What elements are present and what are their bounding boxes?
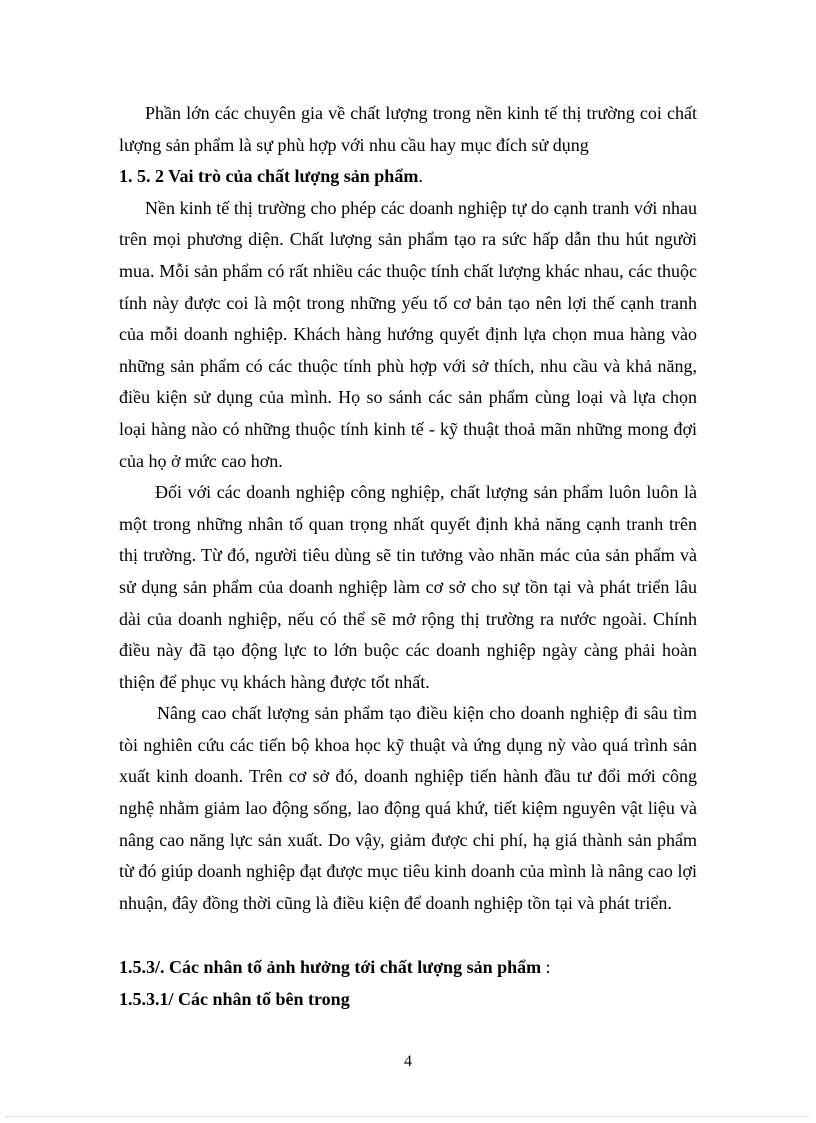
heading-section-1-5-2 xyxy=(119,161,697,193)
section-gap xyxy=(119,919,697,952)
page-bottom-divider xyxy=(6,1116,810,1117)
heading-section-1-5-2-tail: . xyxy=(418,166,423,187)
heading-section-1-5-3-tail: : xyxy=(541,957,551,978)
document-body xyxy=(119,98,697,1016)
paragraph-improving-quality: Nâng cao chất lượng sản phẩm tạo điều kiện cho doanh nghiệp đi sâu tìm tòi nghiên cứu các tiến bộ khoa học kỹ thuật và ứng dụng nỳ vào quá trình sản xuất kinh doanh. Trên cơ sở đó, doanh nghiệp tiến hành đầu tư đổi mới công nghệ nhằm giảm lao động sống, lao động quá khứ, tiết kiệm nguyên vật liệu và nâng cao năng lực sản xuất. Do vậy, giảm được chi phí, hạ giá thành sản phẩm từ đó giúp doanh nghiệp đạt được mục tiêu kinh doanh của mình là nâng cao lợi nhuận, đây đồng thời cũng là điều kiện để doanh nghiệp tồn tại và phát triển. xyxy=(119,703,697,913)
heading-section-1-5-2-text: 1. 5. 2 Vai trò của chất lượng sản phẩm xyxy=(119,166,419,187)
paragraph-industrial-enterprises: Đối với các doanh nghiệp công nghiệp, chất lượng sản phẩm luôn luôn là một trong những nhân tố quan trọng nhất quyết định khả năng cạnh tranh trên thị trường. Từ đó, người tiêu dùng sẽ tin tưởng vào nhãn mác của sản phẩm và sử dụng sản phẩm của doanh nghiệp làm cơ sở cho sự tồn tại và phát triển lâu dài của doanh nghiệp, nếu có thể sẽ mở rộng thị trường ra nước ngoài. Chính điều này đã tạo động lực to lớn buộc các doanh nghiệp ngày càng phải hoàn thiện để phục vụ khách hàng được tốt nhất. xyxy=(119,482,697,692)
heading-section-1-5-3-text: 1.5.3/. Các nhân tố ảnh hưởng tới chất lượng sản phẩm xyxy=(119,957,542,978)
heading-section-1-5-3 xyxy=(119,952,697,984)
heading-section-1-5-3-1: 1.5.3.1/ Các nhân tố bên trong xyxy=(119,989,350,1010)
page-number: 4 xyxy=(404,1053,412,1070)
paragraph-quality-definition: Phần lớn các chuyên gia về chất lượng trong nền kinh tế thị trường coi chất lượng sản phẩm là sự phù hợp với nhu cầu hay mục đích sử dụng xyxy=(119,103,697,155)
paragraph-market-competition: Nền kinh tế thị trường cho phép các doanh nghiệp tự do cạnh tranh với nhau trên mọi phương diện. Chất lượng sản phẩm tạo ra sức hấp dẫn thu hút người mua. Mỗi sản phẩm có rất nhiều các thuộc tính chất lượng khác nhau, các thuộc tính này được coi là một trong những yếu tố cơ bản tạo nên lợi thế cạnh tranh của mỗi doanh nghiệp. Khách hàng hướng quyết định lựa chọn mua hàng vào những sản phẩm có các thuộc tính phù hợp với sở thích, nhu cầu và khả năng, điều kiện sử dụng của mình. Họ so sánh các sản phẩm cùng loại và lựa chọn loại hàng nào có những thuộc tính kinh tế - kỹ thuật thoả mãn những mong đợi của họ ở mức cao hơn. xyxy=(119,197,697,471)
